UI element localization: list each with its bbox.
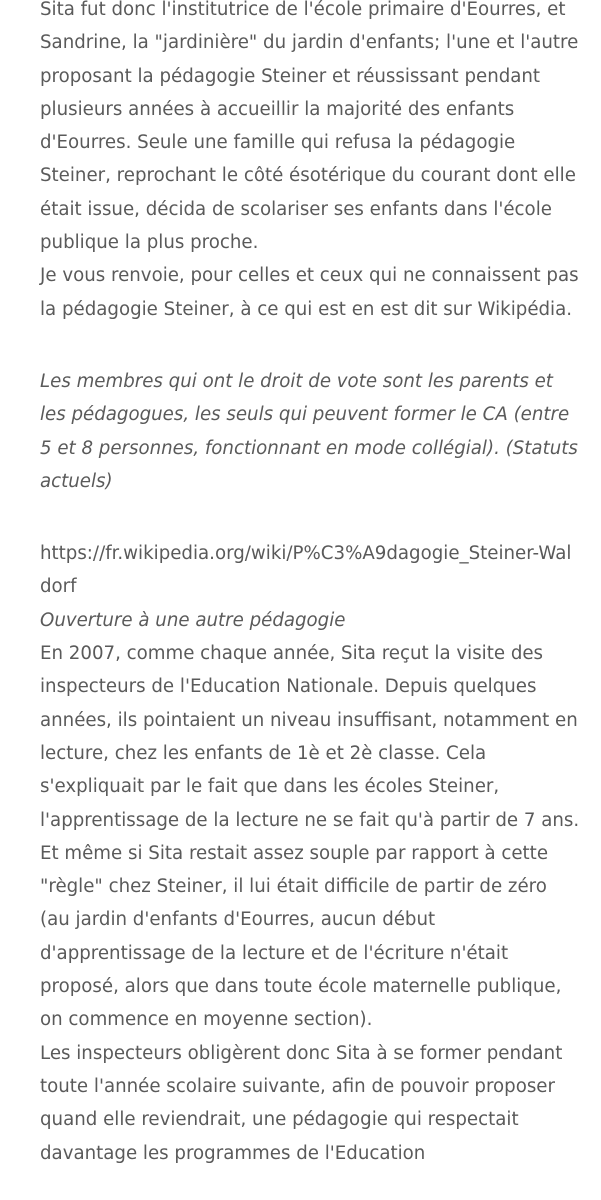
paragraph-spacer [40,498,580,537]
section-heading: Ouverture à une autre pédagogie [40,609,346,631]
quote-membres-vote: Les membres qui ont le droit de vote sont les parents et les pédagogues, les seuls qui peuvent former le CA (entre 5 et 8 personnes, fonctionnant en mode collégial). (Statuts actuels) [40,370,578,492]
paragraph-inspecteurs-formation: Les inspecteurs obligèrent donc Sita à se former pendant toute l'année scolaire suivante, afin de pouvoir proposer quand elle reviendrait, une pédagogie qui respectait davantage les programmes de l'Education [40,1042,563,1164]
paragraph-wikipedia-reference: Je vous renvoie, pour celles et ceux qui ne connaissent pas la pédagogie Steiner, à ce qui est en est dit sur Wikipédia. [40,265,579,320]
paragraph-institutrice: Sita fut donc l'institutrice de l'école primaire d'Eourres, et Sandrine, la "jardinière" du jardin d'enfants; l'une et l'autre proposant la pédagogie Steiner et réussissant pendant plusieurs années à accueillir la majorité des enfants d'Eourres. Seule une famille qui refusa la pédagogie Steiner, reprochant le côté ésotérique du courant dont elle était issue, décida de scolariser ses enfants dans l'école publique la plus proche. [40,0,579,254]
article-body [40,0,580,1170]
paragraph-spacer [40,326,580,365]
wikipedia-url-text: https://fr.wikipedia.org/wiki/P%C3%A9dagogie_Steiner-Waldorf [40,543,572,598]
paragraph-inspection-2007: En 2007, comme chaque année, Sita reçut la visite des inspecteurs de l'Education Nationale. Depuis quelques années, ils pointaient un niveau insuffisant, notamment en lecture, chez les enfants de 1è et 2è classe. Cela s'expliquait par le fait que dans les écoles Steiner, l'apprentissage de la lecture ne se fait qu'à partir de 7 ans. Et même si Sita restait assez souple par rapport à cette "règle" chez Steiner, il lui était difficile de partir de zéro (au jardin d'enfants d'Eourres, aucun début d'apprentissage de la lecture et de l'écriture n'était proposé, alors que dans toute école maternelle publique, on commence en moyenne section). [40,643,580,1031]
